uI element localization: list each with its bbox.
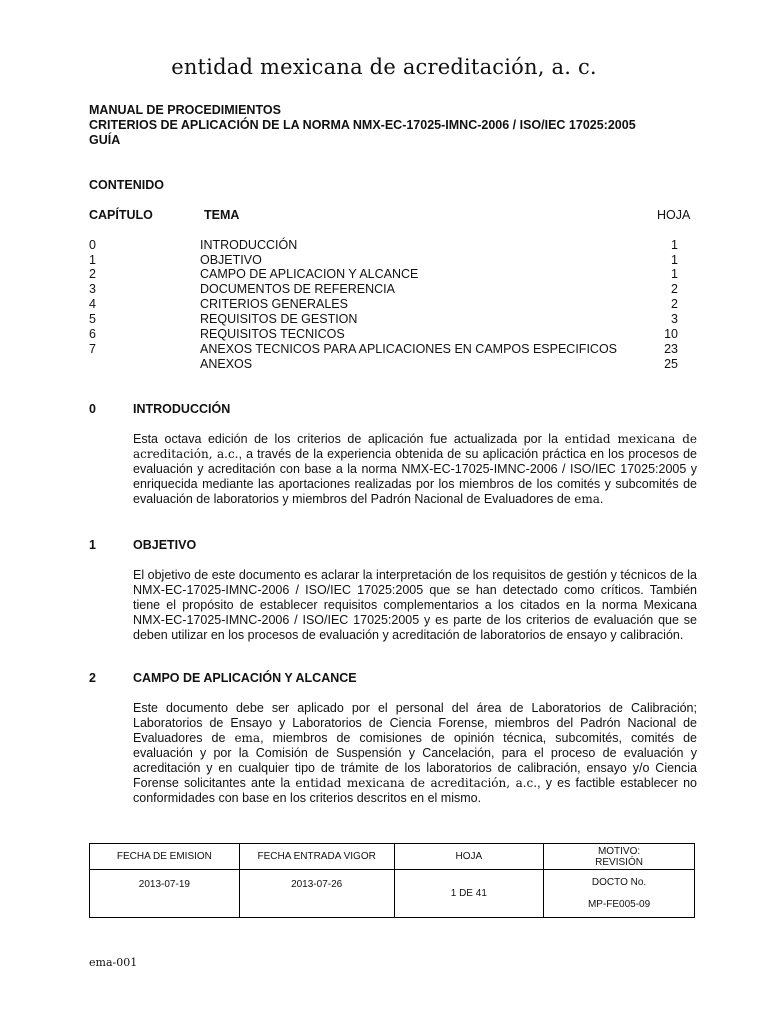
ema-short-name: ema <box>574 492 600 506</box>
toc-page: 3 <box>671 312 678 326</box>
effective-date-value: 2013-07-26 <box>239 870 394 918</box>
paragraph-text: , a través de la experiencia obtenida de su aplicación práctica en los procesos de evaluación y acreditación con base a la norma NMX-EC-17025-IMNC-2006 / ISO/IEC 17025:2005 y enriquecida mediante las aportaciones realizadas por los miembros de los comités y subcomités de evaluación de laboratorios y miembros del Padrón Nacional de Evaluadores de <box>133 447 697 506</box>
introduction-paragraph <box>133 432 697 507</box>
revision-label: REVISIÓN <box>595 856 643 868</box>
toc-page: 10 <box>664 327 678 341</box>
issue-date-header: FECHA DE EMISION <box>90 844 240 870</box>
toc-chapter-number: 2 <box>89 267 96 281</box>
issue-date-value: 2013-07-19 <box>90 870 240 918</box>
toc-page: 2 <box>671 282 678 296</box>
paragraph-text: Esta octava edición de los criterios de aplicación fue actualizada por la <box>133 432 565 446</box>
reason-label: MOTIVO: <box>597 845 641 857</box>
effective-date-header: FECHA ENTRADA VIGOR <box>239 844 394 870</box>
paragraph-text: , miembros de comisiones de opinión técnica, subcomités, comités de evaluación y por la Comisión de Suspensión y Cancelación, para el proceso de evaluación y acreditación y en cualquier tipo de trámite de los laboratorios de calibración, ensayo y/o Ciencia Forense solicitantes ante la <box>133 731 697 790</box>
scope-paragraph <box>133 701 697 806</box>
toc-topic: REQUISITOS DE GESTION <box>200 312 358 326</box>
section-number: 2 <box>89 671 96 685</box>
toc-chapter-number: 7 <box>89 342 96 356</box>
toc-page: 1 <box>671 253 678 267</box>
toc-row[interactable] <box>89 238 693 253</box>
paragraph-text: , y es factible establecer no conformidades con base en los criterios descritos en el mismo. <box>133 776 697 805</box>
document-control-table <box>89 843 695 918</box>
toc-page: 1 <box>671 238 678 252</box>
toc-topic: DOCUMENTOS DE REFERENCIA <box>200 282 395 296</box>
organization-header: entidad mexicana de acreditación, a. c. <box>171 55 597 79</box>
toc-row[interactable] <box>89 342 693 357</box>
toc-topic: ANEXOS <box>200 357 253 371</box>
toc-row[interactable] <box>89 253 693 268</box>
section-number: 0 <box>89 402 96 416</box>
document-number-value: MP-FE005-09 <box>587 899 651 910</box>
toc-topic: CRITERIOS GENERALES <box>200 297 348 311</box>
footer-document-code: ema-001 <box>89 956 138 969</box>
toc-chapter-number: 1 <box>89 253 96 267</box>
toc-page: 1 <box>671 267 678 281</box>
toc-page: 25 <box>664 357 678 371</box>
toc-chapter-number: 3 <box>89 282 96 296</box>
toc-row[interactable] <box>89 282 693 297</box>
chapter-column-header: CAPÍTULO <box>89 208 153 222</box>
toc-topic: REQUISITOS TECNICOS <box>200 327 345 341</box>
objective-paragraph <box>133 568 697 643</box>
toc-chapter-number: 4 <box>89 297 96 311</box>
document-number-label: DOCTO No. <box>591 877 647 888</box>
toc-row[interactable] <box>89 357 693 372</box>
paragraph-text: El objetivo de este documento es aclarar la interpretación de los requisitos de gestión y técnicos de la NMX-EC-17025-IMNC-2006 / ISO/IEC 17025:2005 que se han detectado como críticos. También tiene el propósito de establecer requisitos complementarios a los citados en la norma Mexicana NMX-EC-17025-IMNC-2006 / ISO/IEC 17025:2005 y es parte de los criterios de evaluación que se deben utilizar en los procesos de evaluación y acreditación de laboratorios de ensayo y calibración. <box>133 568 697 642</box>
topic-column-header: TEMA <box>204 208 240 222</box>
paragraph-text: Este documento debe ser aplicado por el personal del área de Laboratorios de Calibración; Laboratorios de Ensayo y Laboratorios de Ciencia Forense, miembros del Padrón Nacional de Evaluadores de <box>133 701 697 745</box>
ema-name: entidad mexicana de acreditación, a.c. <box>133 432 698 461</box>
toc-page: 23 <box>664 342 678 356</box>
toc-topic: INTRODUCCIÓN <box>200 238 298 252</box>
section-number: 1 <box>89 538 96 552</box>
section-title-scope: CAMPO DE APLICACIÓN Y ALCANCE <box>133 671 357 685</box>
page-column-header: HOJA <box>657 208 691 222</box>
toc-row[interactable] <box>89 267 693 282</box>
toc-page: 2 <box>671 297 678 311</box>
section-title-introduction: INTRODUCCIÓN <box>133 402 231 416</box>
page-header: HOJA <box>394 844 544 870</box>
contents-title: CONTENIDO <box>89 178 164 192</box>
document-type: GUÍA <box>89 133 121 147</box>
toc-topic: CAMPO DE APLICACION Y ALCANCE <box>200 267 419 281</box>
toc-chapter-number: 5 <box>89 312 96 326</box>
toc-topic: OBJETIVO <box>200 253 262 267</box>
section-title-objective: OBJETIVO <box>133 538 197 552</box>
toc-row[interactable] <box>89 297 693 312</box>
reason-header <box>544 844 695 870</box>
toc-chapter-number: 6 <box>89 327 96 341</box>
manual-title: MANUAL DE PROCEDIMIENTOS <box>89 103 281 117</box>
toc-topic: ANEXOS TECNICOS PARA APLICACIONES EN CAMPOS ESPECIFICOS <box>200 342 618 356</box>
document-title: CRITERIOS DE APLICACIÓN DE LA NORMA NMX-EC-17025-IMNC-2006 / ISO/IEC 17025:2005 <box>89 118 636 132</box>
document-number-cell <box>544 870 695 918</box>
paragraph-text: . <box>599 492 604 506</box>
page-value: 1 DE 41 <box>394 870 544 918</box>
ema-name: entidad mexicana de acreditación, a.c. <box>295 776 538 790</box>
toc-row[interactable] <box>89 312 693 327</box>
toc-chapter-number: 0 <box>89 238 96 252</box>
ema-short-name: ema <box>234 731 261 745</box>
toc-row[interactable] <box>89 327 693 342</box>
